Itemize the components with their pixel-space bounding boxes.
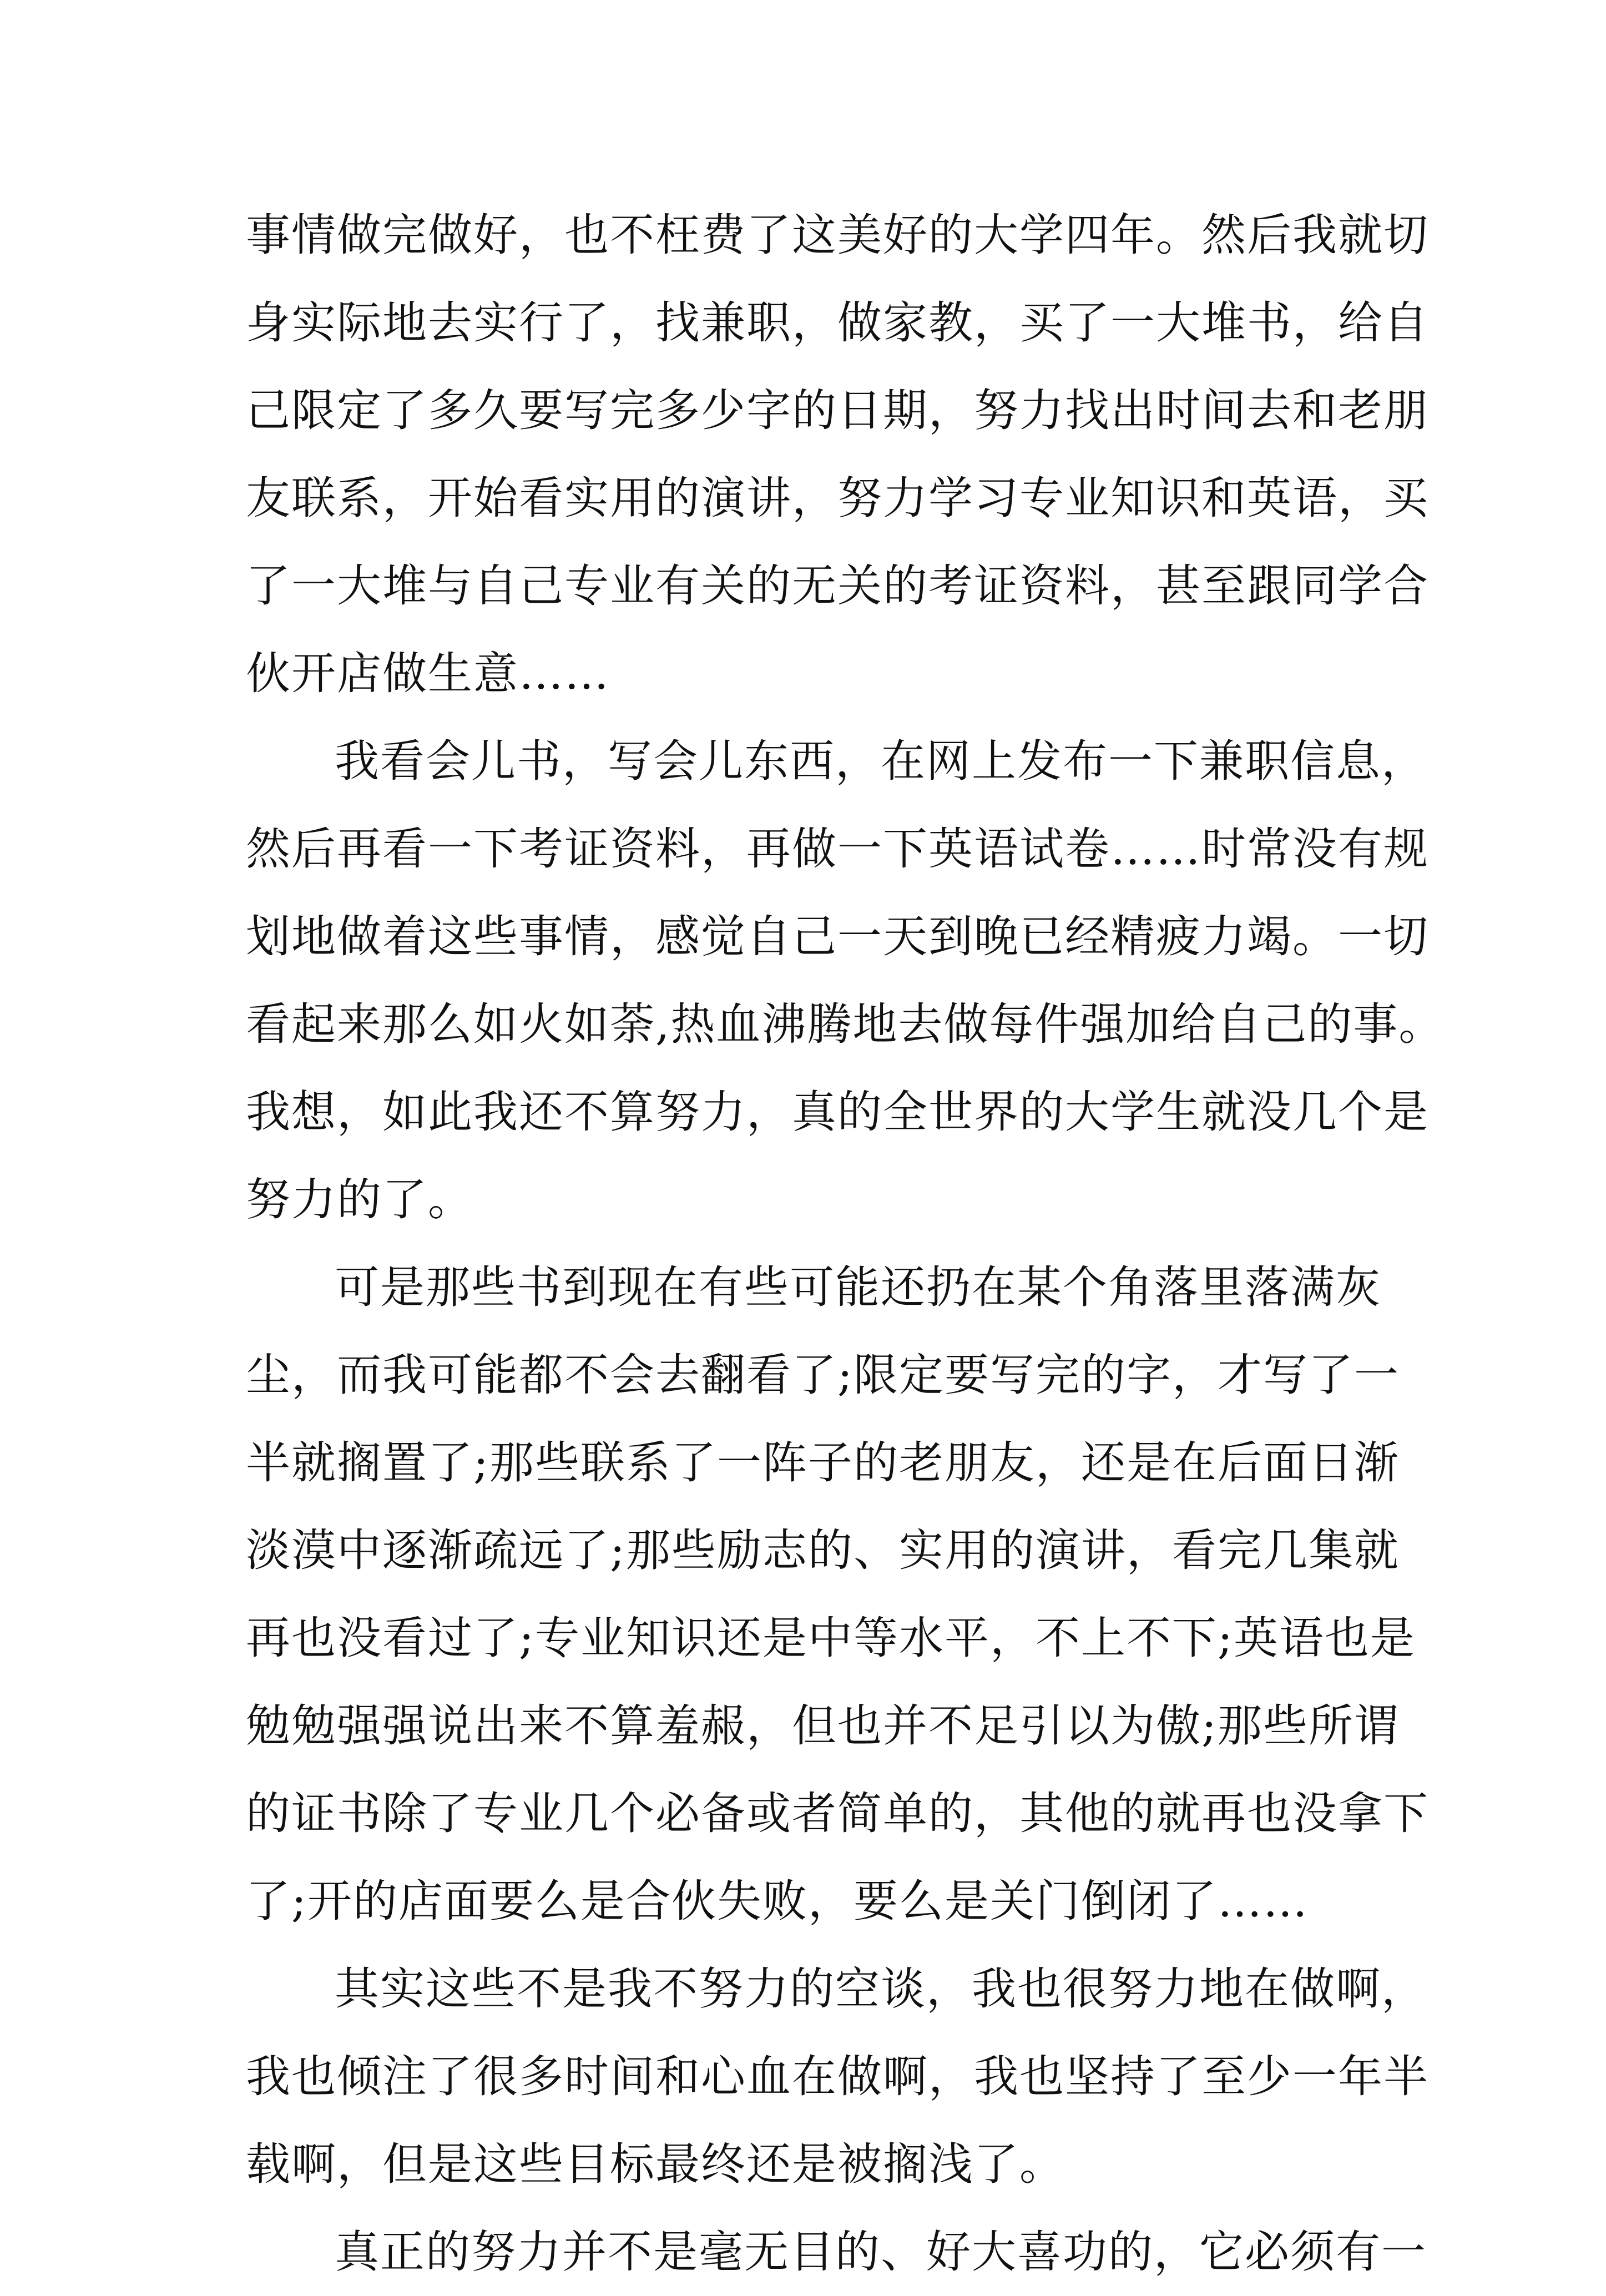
text-line: 然后再看一下考证资料，再做一下英语试卷……时常没有规 xyxy=(246,823,1429,875)
text-line: 勉勉强强说出来不算羞赧，但也并不足引以为傲;那些所谓 xyxy=(246,1700,1400,1752)
text-line: 真正的努力并不是毫无目的、好大喜功的，它必须有一 xyxy=(335,2226,1427,2278)
text-line: 事情做完做好，也不枉费了这美好的大学四年。然后我就切 xyxy=(246,209,1429,261)
text-line: 淡漠中逐渐疏远了;那些励志的、实用的演讲，看完几集就 xyxy=(246,1525,1400,1576)
text-line: 我也倾注了很多时间和心血在做啊，我也坚持了至少一年半 xyxy=(246,2051,1429,2102)
paragraph-3 xyxy=(246,1244,1429,1945)
text-line: 了;开的店面要么是合伙失败，要么是关门倒闭了…… xyxy=(246,1875,1309,1927)
text-line: 友联系，开始看实用的演讲，努力学习专业知识和英语，买 xyxy=(246,472,1429,524)
text-line: 可是那些书到现在有些可能还扔在某个角落里落满灰 xyxy=(335,1261,1381,1313)
text-line: 己限定了多久要写完多少字的日期，努力找出时间去和老朋 xyxy=(246,385,1429,436)
text-line: 我看会儿书，写会儿东西，在网上发布一下兼职信息， xyxy=(335,735,1427,787)
text-line: 看起来那么如火如荼,热血沸腾地去做每件强加给自己的事。 xyxy=(246,998,1445,1050)
text-line: 半就搁置了;那些联系了一阵子的老朋友，还是在后面日渐 xyxy=(246,1437,1400,1488)
text-line: 伙开店做生意…… xyxy=(246,648,610,699)
text-line: 再也没看过了;专业知识还是中等水平，不上不下;英语也是 xyxy=(246,1612,1416,1664)
paragraph-4 xyxy=(246,1945,1429,2208)
paragraph-2 xyxy=(246,718,1445,1244)
text-line: 其实这些不是我不努力的空谈，我也很努力地在做啊， xyxy=(335,1963,1427,2015)
text-line: 了一大堆与自己专业有关的无关的考证资料，甚至跟同学合 xyxy=(246,560,1429,612)
paragraph-5 xyxy=(246,2208,1427,2296)
text-line: 努力的了。 xyxy=(246,1174,473,1225)
text-line: 的证书除了专业几个必备或者简单的，其他的就再也没拿下 xyxy=(246,1788,1429,1839)
paragraph-1 xyxy=(246,191,1429,718)
text-line: 我想，如此我还不算努力，真的全世界的大学生就没几个是 xyxy=(246,1086,1429,1138)
text-line: 身实际地去实行了，找兼职，做家教，买了一大堆书，给自 xyxy=(246,297,1429,349)
text-line: 尘，而我可能都不会去翻看了;限定要写完的字，才写了一 xyxy=(246,1349,1400,1401)
text-line: 载啊，但是这些目标最终还是被搁浅了。 xyxy=(246,2138,1065,2190)
body-text xyxy=(246,191,1445,2296)
text-line: 划地做着这些事情，感觉自己一天到晚已经精疲力竭。一切 xyxy=(246,911,1429,962)
